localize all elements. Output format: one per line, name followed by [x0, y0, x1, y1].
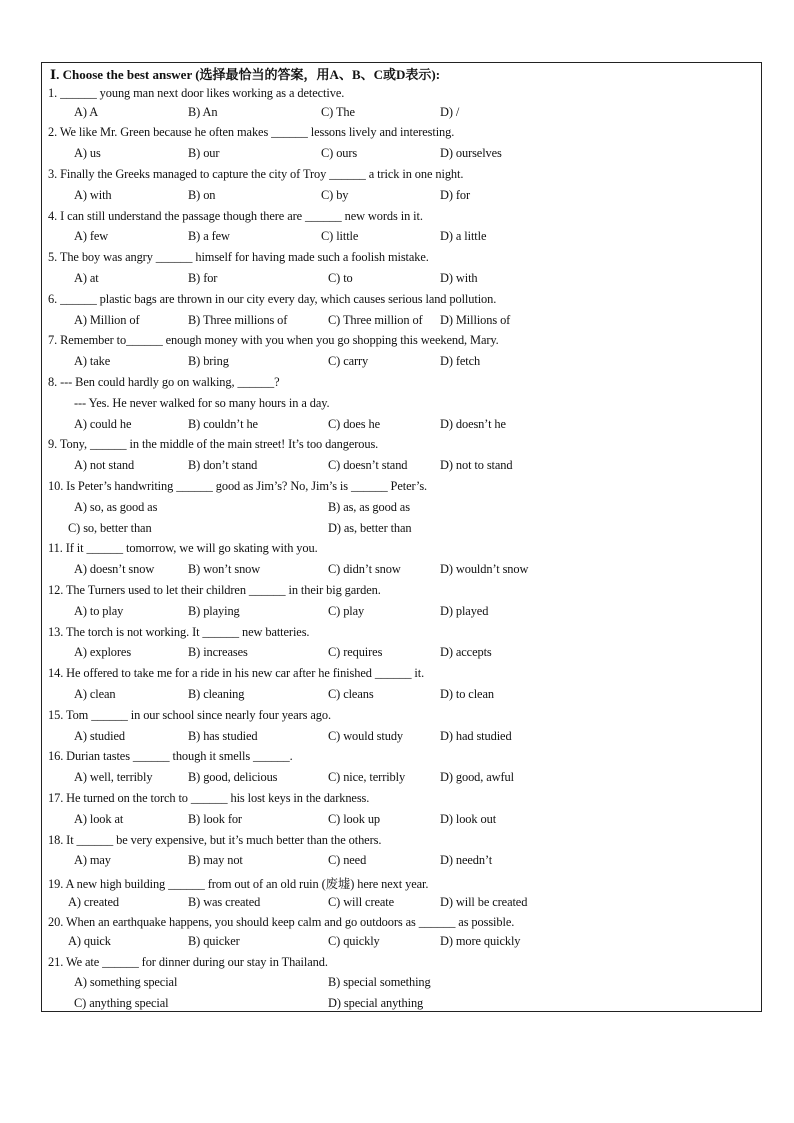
option-18c: C) need — [328, 853, 367, 867]
question-20: 20. When an earthquake happens, you should keep calm and go outdoors as ______ as possible. — [48, 915, 515, 929]
question-11: 11. If it ______ tomorrow, we will go skating with you. — [48, 541, 318, 555]
question-19: 19. A new high building ______ from out of an old ruin (废墟) here next year. — [48, 877, 429, 891]
option-11a: A) doesn’t snow — [74, 562, 155, 576]
option-12c: C) play — [328, 604, 365, 618]
option-9c: C) doesn’t stand — [328, 458, 408, 472]
option-1c: C) The — [321, 105, 355, 119]
option-20a: A) quick — [68, 934, 111, 948]
option-11b: B) won’t snow — [188, 562, 261, 576]
option-6a: A) Million of — [74, 313, 140, 327]
option-13c: C) requires — [328, 645, 383, 659]
question-7: 7. Remember to______ enough money with you when you go shopping this weekend, Mary. — [48, 333, 499, 347]
question-16: 16. Durian tastes ______ though it smells ______. — [48, 749, 293, 763]
option-4b: B) a few — [188, 229, 230, 243]
option-8a: A) could he — [74, 417, 132, 431]
option-9d: D) not to stand — [440, 458, 513, 472]
question-9: 9. Tony, ______ in the middle of the main street! It’s too dangerous. — [48, 437, 379, 451]
option-8b: B) couldn’t he — [188, 417, 258, 431]
option-14d: D) to clean — [440, 687, 494, 701]
question-14: 14. He offered to take me for a ride in his new car after he finished ______ it. — [48, 666, 425, 680]
option-10a: A) so, as good as — [74, 500, 158, 514]
question-13: 13. The torch is not working. It ______ new batteries. — [48, 625, 310, 639]
option-7d: D) fetch — [440, 354, 481, 368]
question-8: 8. --- Ben could hardly go on walking, ______? — [48, 375, 280, 389]
option-18b: B) may not — [188, 853, 243, 867]
option-1a: A) A — [74, 105, 99, 119]
question-6: 6. ______ plastic bags are thrown in our city every day, which causes serious land pollution. — [48, 292, 497, 306]
question-17: 17. He turned on the torch to ______ his lost keys in the darkness. — [48, 791, 370, 805]
option-8c: C) does he — [328, 417, 380, 431]
option-21d: D) special anything — [328, 996, 424, 1010]
option-9a: A) not stand — [74, 458, 135, 472]
option-2d: D) ourselves — [440, 146, 502, 160]
option-11c: C) didn’t snow — [328, 562, 401, 576]
option-15a: A) studied — [74, 729, 125, 743]
option-2c: C) ours — [321, 146, 358, 160]
option-21b: B) special something — [328, 975, 431, 989]
option-17b: B) look for — [188, 812, 242, 826]
question-21: 21. We ate ______ for dinner during our stay in Thailand. — [48, 955, 328, 969]
option-15d: D) had studied — [440, 729, 512, 743]
question-4: 4. I can still understand the passage though there are ______ new words in it. — [48, 209, 423, 223]
option-3a: A) with — [74, 188, 112, 202]
question-8-reply: --- Yes. He never walked for so many hours in a day. — [74, 396, 330, 410]
option-3b: B) on — [188, 188, 216, 202]
option-14a: A) clean — [74, 687, 116, 701]
option-19a: A) created — [68, 895, 119, 909]
question-2: 2. We like Mr. Green because he often makes ______ lessons lively and interesting. — [48, 125, 455, 139]
question-3: 3. Finally the Greeks managed to capture the city of Troy ______ a trick in one night. — [48, 167, 464, 181]
option-19c: C) will create — [328, 895, 395, 909]
option-16a: A) well, terribly — [74, 770, 153, 784]
option-15b: B) has studied — [188, 729, 258, 743]
option-2a: A) us — [74, 146, 101, 160]
option-2b: B) our — [188, 146, 220, 160]
option-21c: C) anything special — [74, 996, 169, 1010]
question-10: 10. Is Peter’s handwriting ______ good as Jim’s? No, Jim’s is ______ Peter’s. — [48, 479, 428, 493]
option-13a: A) explores — [74, 645, 132, 659]
option-12b: B) playing — [188, 604, 240, 618]
option-5d: D) with — [440, 271, 478, 285]
option-17d: D) look out — [440, 812, 497, 826]
exercise-frame — [41, 62, 762, 1012]
option-19d: D) will be created — [440, 895, 528, 909]
option-5a: A) at — [74, 271, 99, 285]
option-20c: C) quickly — [328, 934, 380, 948]
option-17c: C) look up — [328, 812, 381, 826]
option-19b: B) was created — [188, 895, 261, 909]
option-10c: C) so, better than — [68, 521, 152, 535]
question-12: 12. The Turners used to let their children ______ in their big garden. — [48, 583, 381, 597]
option-3d: D) for — [440, 188, 471, 202]
option-10d: D) as, better than — [328, 521, 412, 535]
option-4d: D) a little — [440, 229, 487, 243]
option-18a: A) may — [74, 853, 111, 867]
option-7c: C) carry — [328, 354, 369, 368]
question-15: 15. Tom ______ in our school since nearly four years ago. — [48, 708, 331, 722]
section-title: Ⅰ. Choose the best answer (选择最恰当的答案，用A、B、C或D表示): — [50, 67, 441, 82]
option-6c: C) Three million of — [328, 313, 423, 327]
option-13b: B) increases — [188, 645, 248, 659]
option-1d: D) / — [440, 105, 460, 119]
option-4c: C) little — [321, 229, 359, 243]
option-4a: A) few — [74, 229, 109, 243]
option-11d: D) wouldn’t snow — [440, 562, 529, 576]
option-16b: B) good, delicious — [188, 770, 278, 784]
option-6b: B) Three millions of — [188, 313, 288, 327]
option-16d: D) good, awful — [440, 770, 514, 784]
option-12a: A) to play — [74, 604, 124, 618]
option-15c: C) would study — [328, 729, 404, 743]
option-14c: C) cleans — [328, 687, 374, 701]
question-1: 1. ______ young man next door likes working as a detective. — [48, 86, 345, 100]
option-14b: B) cleaning — [188, 687, 245, 701]
question-18: 18. It ______ be very expensive, but it’s much better than the others. — [48, 833, 382, 847]
option-20b: B) quicker — [188, 934, 240, 948]
option-1b: B) An — [188, 105, 218, 119]
option-20d: D) more quickly — [440, 934, 521, 948]
option-7b: B) bring — [188, 354, 229, 368]
question-5: 5. The boy was angry ______ himself for having made such a foolish mistake. — [48, 250, 429, 264]
option-17a: A) look at — [74, 812, 124, 826]
option-13d: D) accepts — [440, 645, 492, 659]
option-16c: C) nice, terribly — [328, 770, 406, 784]
option-6d: D) Millions of — [440, 313, 511, 327]
option-21a: A) something special — [74, 975, 178, 989]
option-3c: C) by — [321, 188, 349, 202]
option-8d: D) doesn’t he — [440, 417, 506, 431]
option-18d: D) needn’t — [440, 853, 493, 867]
option-10b: B) as, as good as — [328, 500, 410, 514]
option-5b: B) for — [188, 271, 218, 285]
option-5c: C) to — [328, 271, 353, 285]
option-7a: A) take — [74, 354, 111, 368]
option-9b: B) don’t stand — [188, 458, 258, 472]
option-12d: D) played — [440, 604, 489, 618]
